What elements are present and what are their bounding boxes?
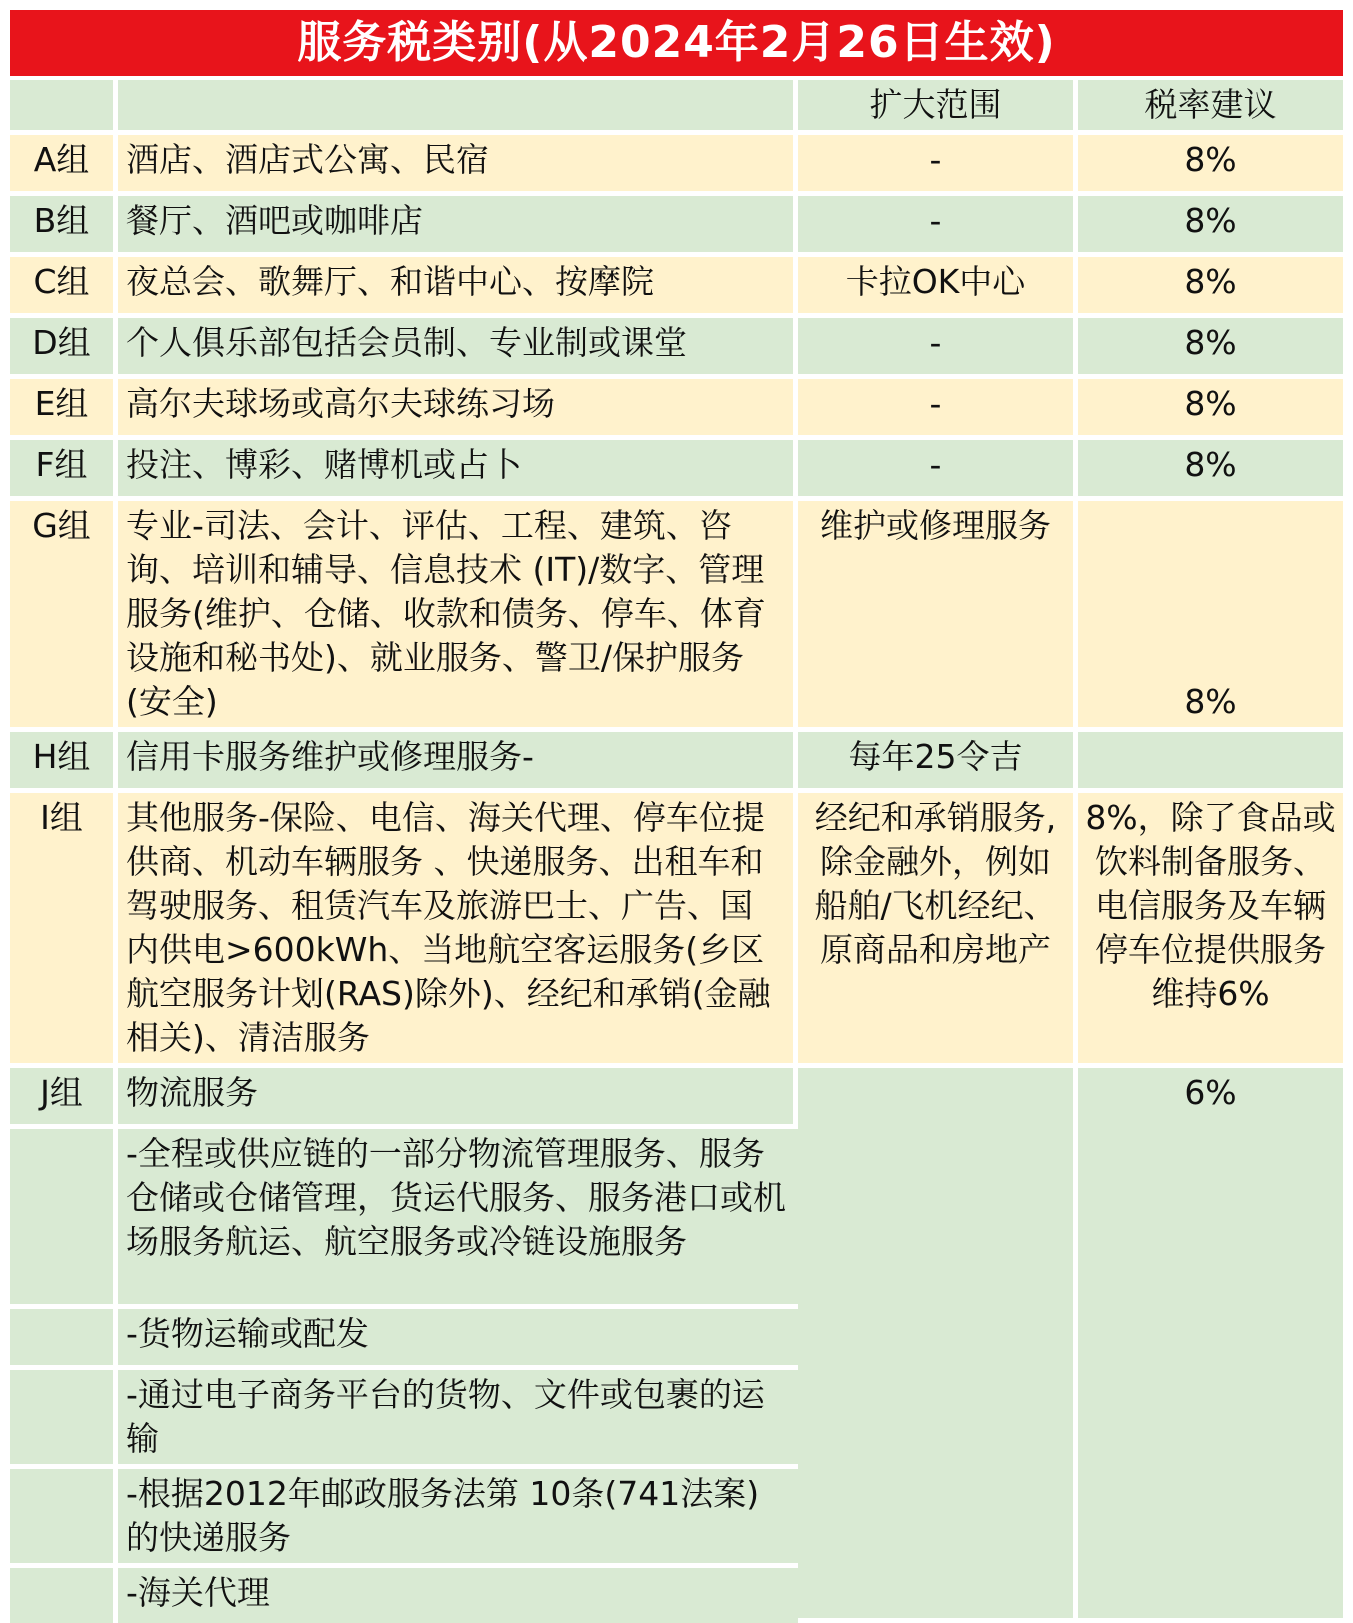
service-description: 专业-司法、会计、评估、工程、建筑、咨询、培训和辅导、信息技术 (IT)/数字、管理服务(维护、仓储、收款和债务、停车、体育设施和秘书处)、就业服务、警卫/保护服务(安全) <box>118 501 798 732</box>
group-label: J组 <box>10 1068 118 1129</box>
tax-rate: 8% <box>1078 196 1343 257</box>
service-description: 信用卡服务维护或修理服务- <box>118 732 798 793</box>
service-description: 酒店、酒店式公寓、民宿 <box>118 135 798 196</box>
table-row <box>10 793 1343 1068</box>
tax-rate: 8% <box>1078 257 1343 318</box>
table-row <box>10 379 1343 440</box>
expanded-scope: 每年25令吉 <box>798 732 1078 793</box>
group-label: I组 <box>10 793 118 1068</box>
expanded-scope: - <box>798 135 1078 196</box>
logistics-subitem: -海关代理 <box>118 1568 798 1623</box>
tax-rate <box>1078 732 1343 793</box>
header-group <box>10 80 118 135</box>
group-label <box>10 1370 118 1469</box>
table-row <box>10 440 1343 501</box>
group-label <box>10 1568 118 1623</box>
service-description: 个人俱乐部包括会员制、专业制或课堂 <box>118 318 798 379</box>
table-row <box>10 318 1343 379</box>
table-row <box>10 732 1343 793</box>
tax-table-container <box>10 10 1343 1623</box>
group-label <box>10 1309 118 1370</box>
tax-rate: 8% <box>1078 501 1343 732</box>
table-row <box>10 501 1343 732</box>
tax-rate: 6% <box>1078 1068 1343 1623</box>
group-label: H组 <box>10 732 118 793</box>
expanded-scope: 维护或修理服务 <box>798 501 1078 732</box>
table-header-row <box>10 80 1343 135</box>
expanded-scope: 经纪和承销服务,除金融外，例如船舶/飞机经纪、原商品和房地产 <box>798 793 1078 1068</box>
service-tax-table <box>10 80 1343 1623</box>
logistics-subitem: -货物运输或配发 <box>118 1309 798 1370</box>
tax-rate: 8% <box>1078 135 1343 196</box>
group-label: B组 <box>10 196 118 257</box>
expanded-scope: - <box>798 440 1078 501</box>
group-label <box>10 1469 118 1568</box>
expanded-scope: - <box>798 196 1078 257</box>
table-row <box>10 196 1343 257</box>
table-title: 服务税类别(从2024年2月26日生效) <box>10 10 1343 76</box>
table-row <box>10 1068 1343 1129</box>
logistics-subitem: -根据2012年邮政服务法第 10条(741法案)的快递服务 <box>118 1469 798 1568</box>
service-description: 高尔夫球场或高尔夫球练习场 <box>118 379 798 440</box>
header-description <box>118 80 798 135</box>
service-description: 物流服务 <box>118 1068 798 1129</box>
expanded-scope: - <box>798 318 1078 379</box>
service-description: 餐厅、酒吧或咖啡店 <box>118 196 798 257</box>
group-label: G组 <box>10 501 118 732</box>
header-rate: 税率建议 <box>1078 80 1343 135</box>
group-label: E组 <box>10 379 118 440</box>
group-label <box>10 1129 118 1309</box>
tax-rate: 8% <box>1078 318 1343 379</box>
tax-rate: 8%，除了食品或饮料制备服务、电信服务及车辆停车位提供服务维持6% <box>1078 793 1343 1068</box>
table-row <box>10 257 1343 318</box>
logistics-subitem: -通过电子商务平台的货物、文件或包裹的运输 <box>118 1370 798 1469</box>
group-label: A组 <box>10 135 118 196</box>
expanded-scope: - <box>798 379 1078 440</box>
group-label: C组 <box>10 257 118 318</box>
expanded-scope <box>798 1068 1078 1623</box>
tax-rate: 8% <box>1078 440 1343 501</box>
tax-rate: 8% <box>1078 379 1343 440</box>
header-expanded-scope: 扩大范围 <box>798 80 1078 135</box>
service-description: 投注、博彩、赌博机或占卜 <box>118 440 798 501</box>
service-description: 其他服务-保险、电信、海关代理、停车位提供商、机动车辆服务 、快递服务、出租车和驾驶服务、租赁汽车及旅游巴士、广告、国内供电>600kWh、当地航空客运服务(乡区航空服务计划(RAS)除外)、经纪和承销(金融相关)、清洁服务 <box>118 793 798 1068</box>
logistics-subitem: -全程或供应链的一部分物流管理服务、服务仓储或仓储管理，货运代服务、服务港口或机场服务航运、航空服务或冷链设施服务 <box>118 1129 798 1309</box>
group-label: F组 <box>10 440 118 501</box>
table-row <box>10 135 1343 196</box>
expanded-scope: 卡拉OK中心 <box>798 257 1078 318</box>
group-label: D组 <box>10 318 118 379</box>
service-description: 夜总会、歌舞厅、和谐中心、按摩院 <box>118 257 798 318</box>
